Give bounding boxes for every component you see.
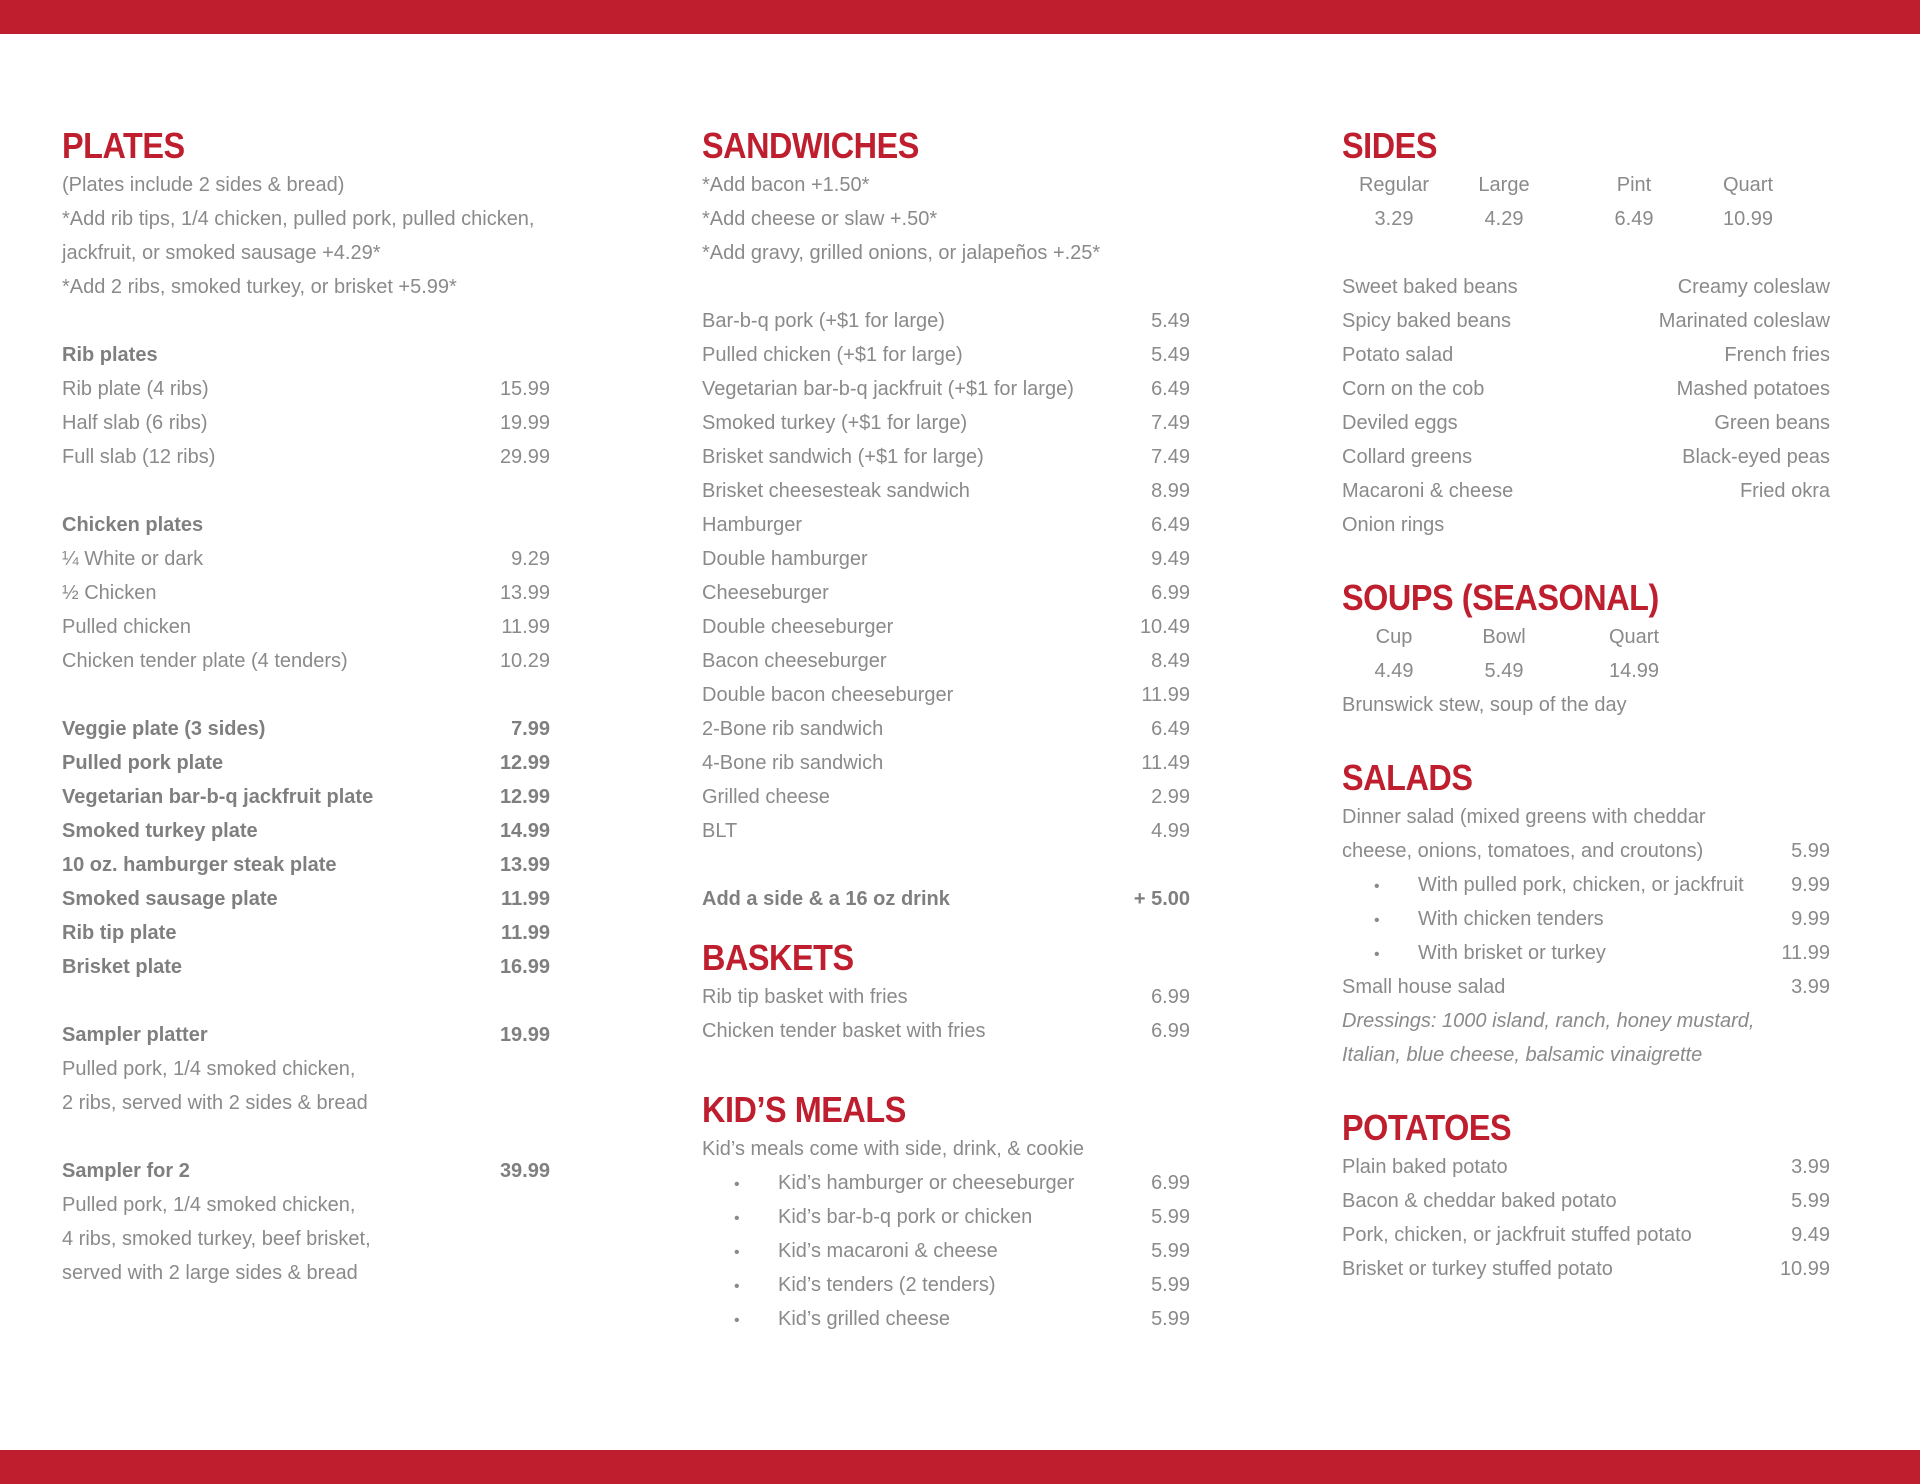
- item-price: 10.49: [1139, 616, 1190, 638]
- item-name: Rib tip plate: [62, 922, 177, 944]
- item-price: 11.99: [501, 888, 550, 910]
- menu-item: [1342, 936, 1830, 970]
- item-price: 5.49: [1151, 310, 1190, 332]
- menu-item: [702, 440, 1190, 474]
- bullet-icon: •: [734, 1278, 740, 1295]
- item-price: 6.49: [1151, 378, 1190, 400]
- bullet-icon: •: [734, 1176, 740, 1193]
- item-price: 7.99: [511, 718, 550, 740]
- menu-item: [702, 1268, 1190, 1302]
- item-name: Hamburger: [702, 514, 803, 536]
- item-name: Brisket cheesesteak sandwich: [702, 480, 970, 502]
- side-item: Corn on the cob: [1342, 378, 1485, 400]
- menu-item: [702, 780, 1190, 814]
- item-price: 5.49: [1151, 344, 1190, 366]
- chicken-plates-heading: Chicken plates: [62, 514, 204, 536]
- size-price: 14.99: [1608, 660, 1660, 682]
- menu-item: [702, 542, 1190, 576]
- menu-item: [62, 712, 550, 746]
- item-name: Rib tip basket with fries: [702, 986, 908, 1008]
- item-name: Pulled pork plate: [62, 752, 224, 774]
- soups-sizes: [1342, 620, 1830, 688]
- item-price: 10.29: [499, 650, 550, 672]
- side-item: Mashed potatoes: [1676, 378, 1830, 400]
- menu-item: [62, 746, 550, 780]
- item-name: Sampler platter: [62, 1024, 208, 1046]
- item-price: 6.99: [1151, 1172, 1190, 1194]
- menu-item: [702, 712, 1190, 746]
- item-price: 13.99: [499, 854, 550, 876]
- item-description: Pulled pork, 1/4 smoked chicken,: [62, 1058, 356, 1080]
- side-item: Creamy coleslaw: [1677, 276, 1830, 298]
- plates-note: *Add 2 ribs, smoked turkey, or brisket +5.99*: [62, 276, 457, 298]
- menu-item: [702, 576, 1190, 610]
- sampler-for-2: [62, 1154, 550, 1188]
- menu-item: [62, 372, 550, 406]
- item-price: 2.99: [1151, 786, 1190, 808]
- plates-title: PLATES: [62, 125, 185, 166]
- size-price: 6.49: [1614, 208, 1654, 230]
- item-price: 6.99: [1151, 582, 1190, 604]
- sandwiches-column: [702, 124, 1190, 1336]
- menu-item: [702, 644, 1190, 678]
- size-price: 4.49: [1374, 660, 1414, 682]
- soups-title: SOUPS (SEASONAL): [1342, 577, 1659, 618]
- menu-item: [702, 474, 1190, 508]
- item-price: 11.49: [1141, 752, 1190, 774]
- side-item: Fried okra: [1739, 480, 1830, 502]
- item-price: 3.99: [1791, 1156, 1830, 1178]
- item-name: Double cheeseburger: [702, 616, 894, 638]
- menu-item: [702, 1014, 1190, 1048]
- menu-item: [1342, 868, 1830, 902]
- side-item: Green beans: [1714, 412, 1830, 434]
- size-label: Regular: [1358, 174, 1430, 196]
- item-price: 6.49: [1151, 718, 1190, 740]
- item-name: Kid’s bar-b-q pork or chicken: [778, 1206, 1033, 1228]
- menu-item: [1342, 834, 1830, 868]
- size-price: 3.29: [1374, 208, 1414, 230]
- item-name: Bacon & cheddar baked potato: [1342, 1190, 1617, 1212]
- menu-item: [62, 440, 550, 474]
- item-name: With pulled pork, chicken, or jackfruit: [1418, 874, 1744, 896]
- size-label: Bowl: [1482, 626, 1526, 648]
- menu-item: [702, 338, 1190, 372]
- item-price: 8.99: [1151, 480, 1190, 502]
- item-price: 7.49: [1151, 446, 1190, 468]
- item-price: 11.99: [501, 616, 550, 638]
- bottom-banner: [0, 1450, 1920, 1484]
- item-name: Smoked turkey (+$1 for large): [702, 412, 968, 434]
- dressings-note: Italian, blue cheese, balsamic vinaigrette: [1342, 1044, 1703, 1066]
- sides-column: [1342, 124, 1830, 1286]
- item-name: 2-Bone rib sandwich: [702, 718, 884, 740]
- item-name: cheese, onions, tomatoes, and croutons): [1342, 840, 1704, 862]
- item-price: 5.99: [1151, 1274, 1190, 1296]
- side-item: Deviled eggs: [1342, 412, 1458, 434]
- kids-note: Kid’s meals come with side, drink, & cookie: [702, 1138, 1085, 1160]
- item-name: Brisket sandwich (+$1 for large): [702, 446, 984, 468]
- item-price: 9.29: [511, 548, 550, 570]
- menu-item: [62, 950, 550, 984]
- sandwiches-note: *Add cheese or slaw +.50*: [702, 208, 938, 230]
- size-label: Quart: [1722, 174, 1774, 196]
- item-name: Add a side & a 16 oz drink: [702, 888, 950, 910]
- size-label: Cup: [1375, 626, 1413, 648]
- sandwiches-note: *Add bacon +1.50*: [702, 174, 870, 196]
- menu-item: [62, 814, 550, 848]
- sides-list: [1342, 270, 1830, 542]
- item-price: 11.99: [1781, 942, 1830, 964]
- item-price: + 5.00: [1133, 888, 1190, 910]
- item-price: 4.99: [1151, 820, 1190, 842]
- item-price: 9.49: [1151, 548, 1190, 570]
- item-price: 8.49: [1151, 650, 1190, 672]
- side-item: Collard greens: [1342, 446, 1473, 468]
- item-name: With chicken tenders: [1418, 908, 1604, 930]
- item-name: Double bacon cheeseburger: [702, 684, 954, 706]
- item-name: Rib plate (4 ribs): [62, 378, 209, 400]
- item-description: 2 ribs, served with 2 sides & bread: [62, 1092, 368, 1114]
- menu-item: [702, 1166, 1190, 1200]
- side-item: Black-eyed peas: [1682, 446, 1830, 468]
- side-item: Marinated coleslaw: [1658, 310, 1830, 332]
- bullet-icon: •: [1374, 912, 1380, 929]
- size-label: Large: [1478, 174, 1530, 196]
- size-price: 5.49: [1484, 660, 1524, 682]
- item-name: Pork, chicken, or jackfruit stuffed potato: [1342, 1224, 1692, 1246]
- side-item: Sweet baked beans: [1342, 276, 1518, 298]
- menu-item: [702, 814, 1190, 848]
- sides-title: SIDES: [1342, 125, 1437, 166]
- item-name: Chicken tender basket with fries: [702, 1020, 986, 1042]
- sides-sizes: [1342, 168, 1830, 236]
- soups-description: Brunswick stew, soup of the day: [1342, 694, 1627, 716]
- item-name: Kid’s grilled cheese: [778, 1308, 950, 1330]
- item-price: 19.99: [499, 1024, 550, 1046]
- item-name: Brisket plate: [62, 956, 183, 978]
- rib-plates-heading: Rib plates: [62, 344, 158, 366]
- plates-note: (Plates include 2 sides & bread): [62, 174, 345, 196]
- menu-item: [1342, 1150, 1830, 1184]
- item-price: 9.49: [1791, 1224, 1830, 1246]
- item-name: 10 oz. hamburger steak plate: [62, 854, 337, 876]
- size-label: Pint: [1616, 174, 1652, 196]
- menu-item: [62, 848, 550, 882]
- item-name: Vegetarian bar-b-q jackfruit plate: [62, 786, 374, 808]
- menu-item: [62, 644, 550, 678]
- menu-item: [702, 406, 1190, 440]
- item-price: 5.99: [1151, 1206, 1190, 1228]
- side-item: Potato salad: [1342, 344, 1454, 366]
- side-item: Spicy baked beans: [1342, 310, 1512, 332]
- item-name: Vegetarian bar-b-q jackfruit (+$1 for large): [702, 378, 1074, 400]
- bullet-icon: •: [734, 1210, 740, 1227]
- size-label: Quart: [1608, 626, 1660, 648]
- item-price: 15.99: [499, 378, 550, 400]
- item-price: 12.99: [499, 786, 550, 808]
- item-price: 9.99: [1791, 908, 1830, 930]
- menu-item: [702, 1302, 1190, 1336]
- item-name: Double hamburger: [702, 548, 868, 570]
- menu-item: [1342, 902, 1830, 936]
- sandwiches-title: SANDWICHES: [702, 125, 919, 166]
- item-price: 11.99: [501, 922, 550, 944]
- bullet-icon: •: [1374, 878, 1380, 895]
- menu-item: [702, 508, 1190, 542]
- item-price: 6.49: [1151, 514, 1190, 536]
- menu-item: [1342, 1218, 1830, 1252]
- item-description: Pulled pork, 1/4 smoked chicken,: [62, 1194, 356, 1216]
- item-price: 7.49: [1151, 412, 1190, 434]
- sandwich-addon: [702, 882, 1190, 916]
- item-name: Plain baked potato: [1342, 1156, 1508, 1178]
- plates-column: [62, 124, 550, 1290]
- item-name: Sampler for 2: [62, 1160, 190, 1182]
- item-price: 5.99: [1151, 1308, 1190, 1330]
- item-price: 9.99: [1791, 874, 1830, 896]
- item-price: 5.99: [1151, 1240, 1190, 1262]
- item-name: Smoked turkey plate: [62, 820, 258, 842]
- bullet-icon: •: [734, 1312, 740, 1329]
- item-price: 12.99: [499, 752, 550, 774]
- item-name: Brisket or turkey stuffed potato: [1342, 1258, 1613, 1280]
- item-price: 29.99: [499, 446, 550, 468]
- item-name: Bar-b-q pork (+$1 for large): [702, 310, 945, 332]
- menu-item: [62, 882, 550, 916]
- menu-item: [62, 542, 550, 576]
- menu-item: [62, 780, 550, 814]
- menu-item: [1342, 1184, 1830, 1218]
- item-description: 4 ribs, smoked turkey, beef brisket,: [62, 1228, 371, 1250]
- item-price: 6.99: [1151, 986, 1190, 1008]
- item-name: 4-Bone rib sandwich: [702, 752, 884, 774]
- side-item: Onion rings: [1342, 514, 1445, 536]
- item-name: Kid’s hamburger or cheeseburger: [778, 1172, 1075, 1194]
- baskets-title: BASKETS: [702, 937, 854, 978]
- menu-item: [1342, 1252, 1830, 1286]
- item-name: With brisket or turkey: [1418, 942, 1606, 964]
- item-name: Smoked sausage plate: [62, 888, 278, 910]
- size-price: 4.29: [1484, 208, 1524, 230]
- item-name: Pulled chicken (+$1 for large): [702, 344, 963, 366]
- menu-item: [702, 1200, 1190, 1234]
- item-name: Chicken tender plate (4 tenders): [62, 650, 348, 672]
- item-price: 5.99: [1791, 1190, 1830, 1212]
- item-name: Small house salad: [1342, 976, 1506, 998]
- item-price: 3.99: [1791, 976, 1830, 998]
- item-price: 19.99: [499, 412, 550, 434]
- plates-note: *Add rib tips, 1/4 chicken, pulled pork, pulled chicken,: [62, 208, 535, 230]
- item-price: 11.99: [1141, 684, 1190, 706]
- item-name: Half slab (6 ribs): [62, 412, 208, 434]
- menu-item: [702, 1234, 1190, 1268]
- plates-note: jackfruit, or smoked sausage +4.29*: [62, 242, 381, 264]
- item-price: 10.99: [1779, 1258, 1830, 1280]
- item-name: Pulled chicken: [62, 616, 191, 638]
- item-name: ¼ White or dark: [62, 548, 204, 570]
- sandwiches-note: *Add gravy, grilled onions, or jalapeños +.25*: [702, 242, 1101, 264]
- item-name: Cheeseburger: [702, 582, 829, 604]
- item-name: Veggie plate (3 sides): [62, 718, 266, 740]
- item-name: Bacon cheeseburger: [702, 650, 887, 672]
- menu-item: [702, 980, 1190, 1014]
- side-item: Macaroni & cheese: [1342, 480, 1514, 502]
- item-description: served with 2 large sides & bread: [62, 1262, 358, 1284]
- menu-item: [702, 304, 1190, 338]
- item-name: Kid’s tenders (2 tenders): [778, 1274, 996, 1296]
- menu-item: [702, 678, 1190, 712]
- bullet-icon: •: [734, 1244, 740, 1261]
- bullet-icon: •: [1374, 946, 1380, 963]
- menu-item: [702, 610, 1190, 644]
- item-price: 16.99: [499, 956, 550, 978]
- item-name: BLT: [702, 820, 738, 842]
- size-price: 10.99: [1722, 208, 1774, 230]
- item-price: 6.99: [1151, 1020, 1190, 1042]
- dinner-salad: Dinner salad (mixed greens with cheddar: [1342, 806, 1706, 828]
- menu-item: [62, 610, 550, 644]
- menu-item: [62, 406, 550, 440]
- salads-title: SALADS: [1342, 757, 1473, 798]
- item-price: 14.99: [499, 820, 550, 842]
- item-name: Kid’s macaroni & cheese: [778, 1240, 998, 1262]
- top-banner: [0, 0, 1920, 34]
- menu-item: [62, 576, 550, 610]
- menu-item: [1342, 970, 1830, 1004]
- item-name: Full slab (12 ribs): [62, 446, 216, 468]
- item-price: 39.99: [499, 1160, 550, 1182]
- item-price: 13.99: [499, 582, 550, 604]
- item-price: 5.99: [1791, 840, 1830, 862]
- kids-title: KID’S MEALS: [702, 1089, 906, 1130]
- menu-item: [702, 746, 1190, 780]
- menu-item: [702, 372, 1190, 406]
- menu-item: [62, 916, 550, 950]
- sampler-platter: [62, 1018, 550, 1052]
- item-name: ½ Chicken: [62, 582, 157, 604]
- potatoes-title: POTATOES: [1342, 1107, 1512, 1148]
- side-item: French fries: [1724, 344, 1830, 366]
- dressings-note: Dressings: 1000 island, ranch, honey mustard,: [1342, 1010, 1755, 1032]
- item-name: Grilled cheese: [702, 786, 830, 808]
